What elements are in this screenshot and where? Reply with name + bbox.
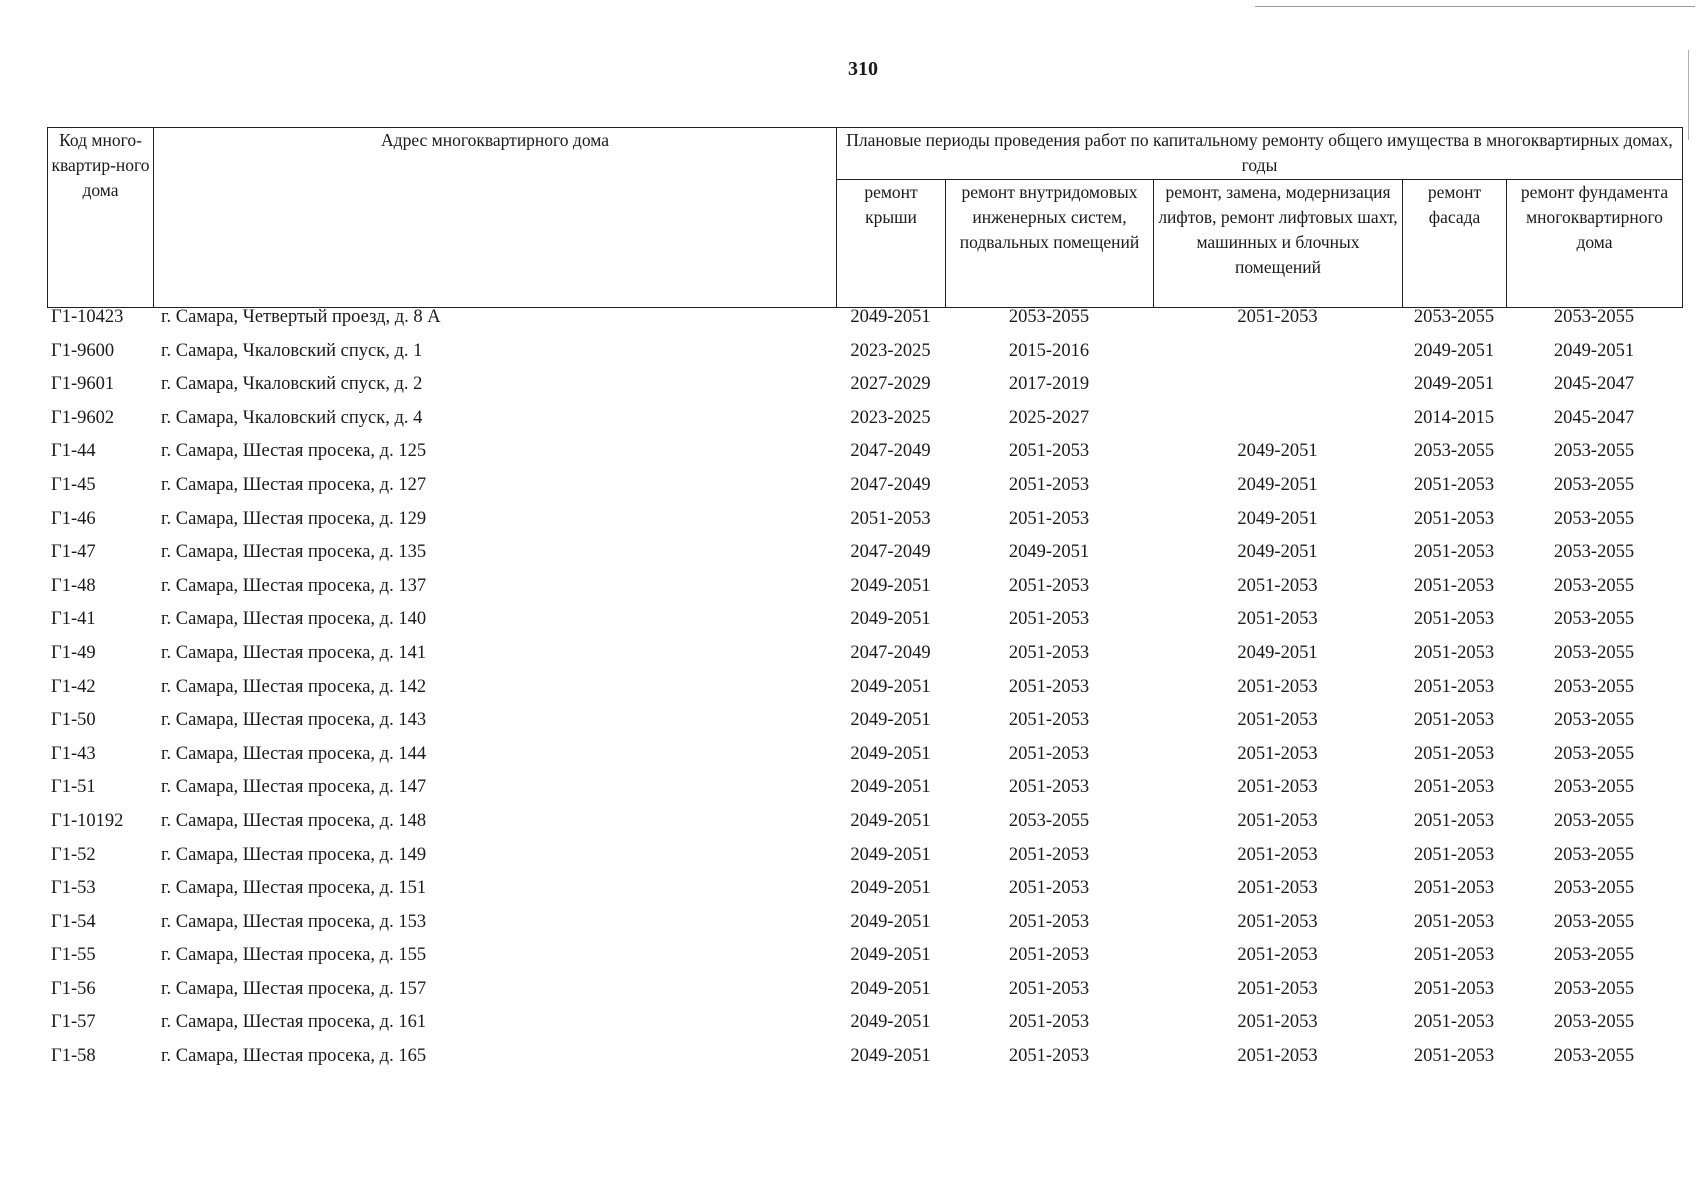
cell-roof: 2049-2051 <box>850 810 931 831</box>
cell-facade: 2051-2053 <box>1413 911 1495 932</box>
cell-lifts: 2049-2051 <box>1237 542 1318 563</box>
cell-lifts <box>1153 408 1402 442</box>
table-row <box>47 374 1682 408</box>
cell-foundation: 2053-2055 <box>1553 945 1635 966</box>
header-foundation: ремонт фундамента многоквартирного дома <box>1507 180 1683 308</box>
cell-code: Г1-53 <box>51 878 96 899</box>
cell-foundation: 2053-2055 <box>1553 575 1635 596</box>
cell-facade: 2051-2053 <box>1413 810 1495 831</box>
cell-lifts: 2049-2051 <box>1237 441 1318 462</box>
cell-code: Г1-9601 <box>51 374 115 395</box>
cell-code: Г1-54 <box>51 911 96 932</box>
cell-roof: 2023-2025 <box>850 407 931 428</box>
cell-address: г. Самара, Шестая просека, д. 142 <box>161 676 427 697</box>
cell-code: Г1-9600 <box>51 340 115 361</box>
cell-address: г. Самара, Шестая просека, д. 137 <box>161 575 427 596</box>
cell-facade: 2051-2053 <box>1413 978 1495 999</box>
table-row <box>47 912 1682 946</box>
cell-roof: 2049-2051 <box>850 777 931 798</box>
cell-code: Г1-44 <box>51 441 96 462</box>
cell-code: Г1-46 <box>51 508 96 529</box>
cell-foundation: 2053-2055 <box>1553 441 1635 462</box>
cell-code: Г1-10423 <box>51 307 124 327</box>
page-number: 310 <box>848 58 878 80</box>
cell-roof: 2049-2051 <box>850 609 931 630</box>
cell-foundation: 2053-2055 <box>1553 810 1635 831</box>
cell-facade: 2051-2053 <box>1413 844 1495 865</box>
cell-facade: 2053-2055 <box>1413 441 1495 462</box>
header-periods: Плановые периоды проведения работ по капитальному ремонту общего имущества в многоквартирных домах, годы <box>837 128 1683 180</box>
cell-systems: 2051-2053 <box>1008 441 1090 462</box>
cell-address: г. Самара, Чкаловский спуск, д. 1 <box>161 340 423 361</box>
cell-roof: 2023-2025 <box>850 340 931 361</box>
cell-systems: 2051-2053 <box>1008 474 1090 495</box>
cell-lifts: 2051-2053 <box>1237 978 1318 999</box>
cell-foundation: 2053-2055 <box>1553 642 1635 663</box>
scan-artifact-line <box>1255 6 1695 7</box>
cell-lifts: 2051-2053 <box>1237 878 1318 899</box>
table-row <box>47 475 1682 509</box>
table-row <box>47 307 1682 341</box>
cell-address: г. Самара, Чкаловский спуск, д. 4 <box>161 407 423 428</box>
cell-address: г. Самара, Шестая просека, д. 151 <box>161 878 427 899</box>
cell-facade: 2051-2053 <box>1413 676 1495 697</box>
cell-facade: 2049-2051 <box>1413 374 1495 395</box>
cell-systems: 2051-2053 <box>1008 1046 1090 1067</box>
cell-foundation: 2053-2055 <box>1553 978 1635 999</box>
cell-code: Г1-57 <box>51 1012 96 1033</box>
cell-roof: 2051-2053 <box>850 508 931 529</box>
table-row <box>47 1046 1682 1080</box>
cell-foundation: 2053-2055 <box>1553 542 1635 563</box>
cell-address: г. Самара, Шестая просека, д. 141 <box>161 642 427 663</box>
cell-roof: 2049-2051 <box>850 1046 931 1067</box>
cell-facade: 2051-2053 <box>1413 1046 1495 1067</box>
cell-roof: 2047-2049 <box>850 441 931 462</box>
cell-address: г. Самара, Шестая просека, д. 148 <box>161 810 427 831</box>
table-row <box>47 576 1682 610</box>
cell-code: Г1-47 <box>51 542 96 563</box>
cell-systems: 2051-2053 <box>1008 642 1090 663</box>
cell-facade: 2053-2055 <box>1413 307 1495 327</box>
cell-lifts: 2051-2053 <box>1237 945 1318 966</box>
table-row <box>47 744 1682 778</box>
cell-facade: 2051-2053 <box>1413 777 1495 798</box>
cell-lifts: 2049-2051 <box>1237 474 1318 495</box>
table-row <box>47 878 1682 912</box>
cell-systems: 2053-2055 <box>1008 810 1090 831</box>
cell-foundation: 2053-2055 <box>1553 1046 1635 1067</box>
cell-facade: 2051-2053 <box>1413 542 1495 563</box>
cell-foundation: 2053-2055 <box>1553 1012 1635 1033</box>
cell-address: г. Самара, Шестая просека, д. 165 <box>161 1046 427 1067</box>
cell-facade: 2051-2053 <box>1413 508 1495 529</box>
cell-facade: 2014-2015 <box>1413 407 1495 428</box>
cell-lifts <box>1153 341 1402 375</box>
cell-code: Г1-49 <box>51 642 96 663</box>
cell-foundation: 2053-2055 <box>1553 844 1635 865</box>
cell-facade: 2051-2053 <box>1413 945 1495 966</box>
cell-foundation: 2053-2055 <box>1553 474 1635 495</box>
cell-foundation: 2049-2051 <box>1553 340 1635 361</box>
cell-foundation: 2053-2055 <box>1553 676 1635 697</box>
cell-code: Г1-48 <box>51 575 96 596</box>
cell-roof: 2049-2051 <box>850 710 931 731</box>
cell-facade: 2051-2053 <box>1413 642 1495 663</box>
cell-lifts: 2051-2053 <box>1237 1046 1318 1067</box>
cell-systems: 2025-2027 <box>1008 407 1090 428</box>
cell-roof: 2049-2051 <box>850 911 931 932</box>
header-code: Код много-квартир-ного дома <box>48 128 154 308</box>
cell-foundation: 2053-2055 <box>1553 743 1635 764</box>
cell-code: Г1-9602 <box>51 407 115 428</box>
table-row <box>47 777 1682 811</box>
cell-facade: 2051-2053 <box>1413 878 1495 899</box>
cell-systems: 2051-2053 <box>1008 676 1090 697</box>
cell-code: Г1-55 <box>51 945 96 966</box>
cell-lifts: 2051-2053 <box>1237 575 1318 596</box>
cell-address: г. Самара, Шестая просека, д. 129 <box>161 508 427 529</box>
cell-systems: 2051-2053 <box>1008 777 1090 798</box>
cell-roof: 2049-2051 <box>850 1012 931 1033</box>
header-address: Адрес многоквартирного дома <box>154 128 837 308</box>
cell-address: г. Самара, Шестая просека, д. 144 <box>161 743 427 764</box>
cell-address: г. Самара, Шестая просека, д. 143 <box>161 710 427 731</box>
cell-address: г. Самара, Шестая просека, д. 153 <box>161 911 427 932</box>
cell-code: Г1-50 <box>51 710 96 731</box>
table-row <box>47 677 1682 711</box>
table-row <box>47 509 1682 543</box>
cell-systems: 2051-2053 <box>1008 575 1090 596</box>
cell-lifts: 2049-2051 <box>1237 508 1318 529</box>
cell-roof: 2049-2051 <box>850 307 931 327</box>
table-row <box>47 341 1682 375</box>
cell-address: г. Самара, Шестая просека, д. 140 <box>161 609 427 630</box>
table-row <box>47 710 1682 744</box>
cell-facade: 2051-2053 <box>1413 710 1495 731</box>
cell-foundation: 2053-2055 <box>1553 307 1635 327</box>
cell-code: Г1-56 <box>51 978 96 999</box>
cell-systems: 2015-2016 <box>1008 340 1090 361</box>
table-body <box>47 307 1682 1080</box>
cell-roof: 2027-2029 <box>850 374 931 395</box>
cell-systems: 2049-2051 <box>1008 542 1090 563</box>
cell-code: Г1-43 <box>51 743 96 764</box>
cell-lifts: 2051-2053 <box>1237 844 1318 865</box>
cell-systems: 2051-2053 <box>1008 878 1090 899</box>
cell-foundation: 2053-2055 <box>1553 777 1635 798</box>
cell-roof: 2049-2051 <box>850 844 931 865</box>
table-row <box>47 811 1682 845</box>
cell-systems: 2051-2053 <box>1008 978 1090 999</box>
cell-address: г. Самара, Шестая просека, д. 155 <box>161 945 427 966</box>
table-row <box>47 542 1682 576</box>
data-table <box>47 307 1682 1080</box>
header-systems: ремонт внутридомовых инженерных систем, подвальных помещений <box>946 180 1154 308</box>
header-roof: ремонт крыши <box>837 180 946 308</box>
cell-facade: 2051-2053 <box>1413 609 1495 630</box>
cell-foundation: 2053-2055 <box>1553 911 1635 932</box>
cell-address: г. Самара, Шестая просека, д. 161 <box>161 1012 427 1033</box>
cell-lifts: 2051-2053 <box>1237 810 1318 831</box>
cell-foundation: 2045-2047 <box>1553 407 1635 428</box>
cell-address: г. Самара, Шестая просека, д. 135 <box>161 542 427 563</box>
cell-foundation: 2053-2055 <box>1553 710 1635 731</box>
cell-facade: 2051-2053 <box>1413 1012 1495 1033</box>
cell-address: г. Самара, Шестая просека, д. 147 <box>161 777 427 798</box>
cell-code: Г1-45 <box>51 474 96 495</box>
cell-facade: 2051-2053 <box>1413 474 1495 495</box>
cell-code: Г1-41 <box>51 609 96 630</box>
cell-systems: 2017-2019 <box>1008 374 1090 395</box>
table-row <box>47 609 1682 643</box>
table-row <box>47 643 1682 677</box>
cell-lifts: 2051-2053 <box>1237 676 1318 697</box>
cell-systems: 2051-2053 <box>1008 945 1090 966</box>
cell-systems: 2051-2053 <box>1008 1012 1090 1033</box>
cell-lifts: 2051-2053 <box>1237 777 1318 798</box>
cell-facade: 2051-2053 <box>1413 575 1495 596</box>
cell-foundation: 2045-2047 <box>1553 374 1635 395</box>
cell-code: Г1-42 <box>51 676 96 697</box>
cell-facade: 2049-2051 <box>1413 340 1495 361</box>
cell-systems: 2053-2055 <box>1008 307 1090 327</box>
cell-lifts: 2051-2053 <box>1237 743 1318 764</box>
cell-roof: 2047-2049 <box>850 642 931 663</box>
cell-lifts: 2049-2051 <box>1237 642 1318 663</box>
cell-lifts: 2051-2053 <box>1237 609 1318 630</box>
cell-address: г. Самара, Шестая просека, д. 127 <box>161 474 427 495</box>
cell-roof: 2049-2051 <box>850 743 931 764</box>
cell-systems: 2051-2053 <box>1008 508 1090 529</box>
cell-lifts: 2051-2053 <box>1237 307 1318 327</box>
table-row <box>47 1012 1682 1046</box>
table-row <box>47 979 1682 1013</box>
cell-systems: 2051-2053 <box>1008 710 1090 731</box>
cell-foundation: 2053-2055 <box>1553 609 1635 630</box>
cell-foundation: 2053-2055 <box>1553 878 1635 899</box>
table-row <box>47 945 1682 979</box>
cell-lifts: 2051-2053 <box>1237 911 1318 932</box>
cell-roof: 2047-2049 <box>850 474 931 495</box>
table-row <box>47 408 1682 442</box>
cell-roof: 2047-2049 <box>850 542 931 563</box>
cell-lifts <box>1153 374 1402 408</box>
cell-address: г. Самара, Шестая просека, д. 149 <box>161 844 427 865</box>
cell-code: Г1-58 <box>51 1046 96 1067</box>
cell-address: г. Самара, Чкаловский спуск, д. 2 <box>161 374 423 395</box>
cell-systems: 2051-2053 <box>1008 844 1090 865</box>
cell-roof: 2049-2051 <box>850 978 931 999</box>
cell-address: г. Самара, Шестая просека, д. 125 <box>161 441 427 462</box>
cell-roof: 2049-2051 <box>850 676 931 697</box>
cell-roof: 2049-2051 <box>850 945 931 966</box>
table-row <box>47 845 1682 879</box>
cell-roof: 2049-2051 <box>850 575 931 596</box>
header-lifts: ремонт, замена, модернизация лифтов, ремонт лифтовых шахт, машинных и блочных помещений <box>1154 180 1403 308</box>
cell-lifts: 2051-2053 <box>1237 1012 1318 1033</box>
cell-address: г. Самара, Четвертый проезд, д. 8 А <box>161 307 441 327</box>
cell-systems: 2051-2053 <box>1008 609 1090 630</box>
cell-code: Г1-10192 <box>51 810 124 831</box>
cell-roof: 2049-2051 <box>850 878 931 899</box>
cell-foundation: 2053-2055 <box>1553 508 1635 529</box>
cell-facade: 2051-2053 <box>1413 743 1495 764</box>
table-header <box>47 127 1683 308</box>
cell-code: Г1-51 <box>51 777 96 798</box>
cell-systems: 2051-2053 <box>1008 911 1090 932</box>
header-facade: ремонт фасада <box>1403 180 1507 308</box>
cell-address: г. Самара, Шестая просека, д. 157 <box>161 978 427 999</box>
table-row <box>47 441 1682 475</box>
cell-lifts: 2051-2053 <box>1237 710 1318 731</box>
cell-code: Г1-52 <box>51 844 96 865</box>
cell-systems: 2051-2053 <box>1008 743 1090 764</box>
